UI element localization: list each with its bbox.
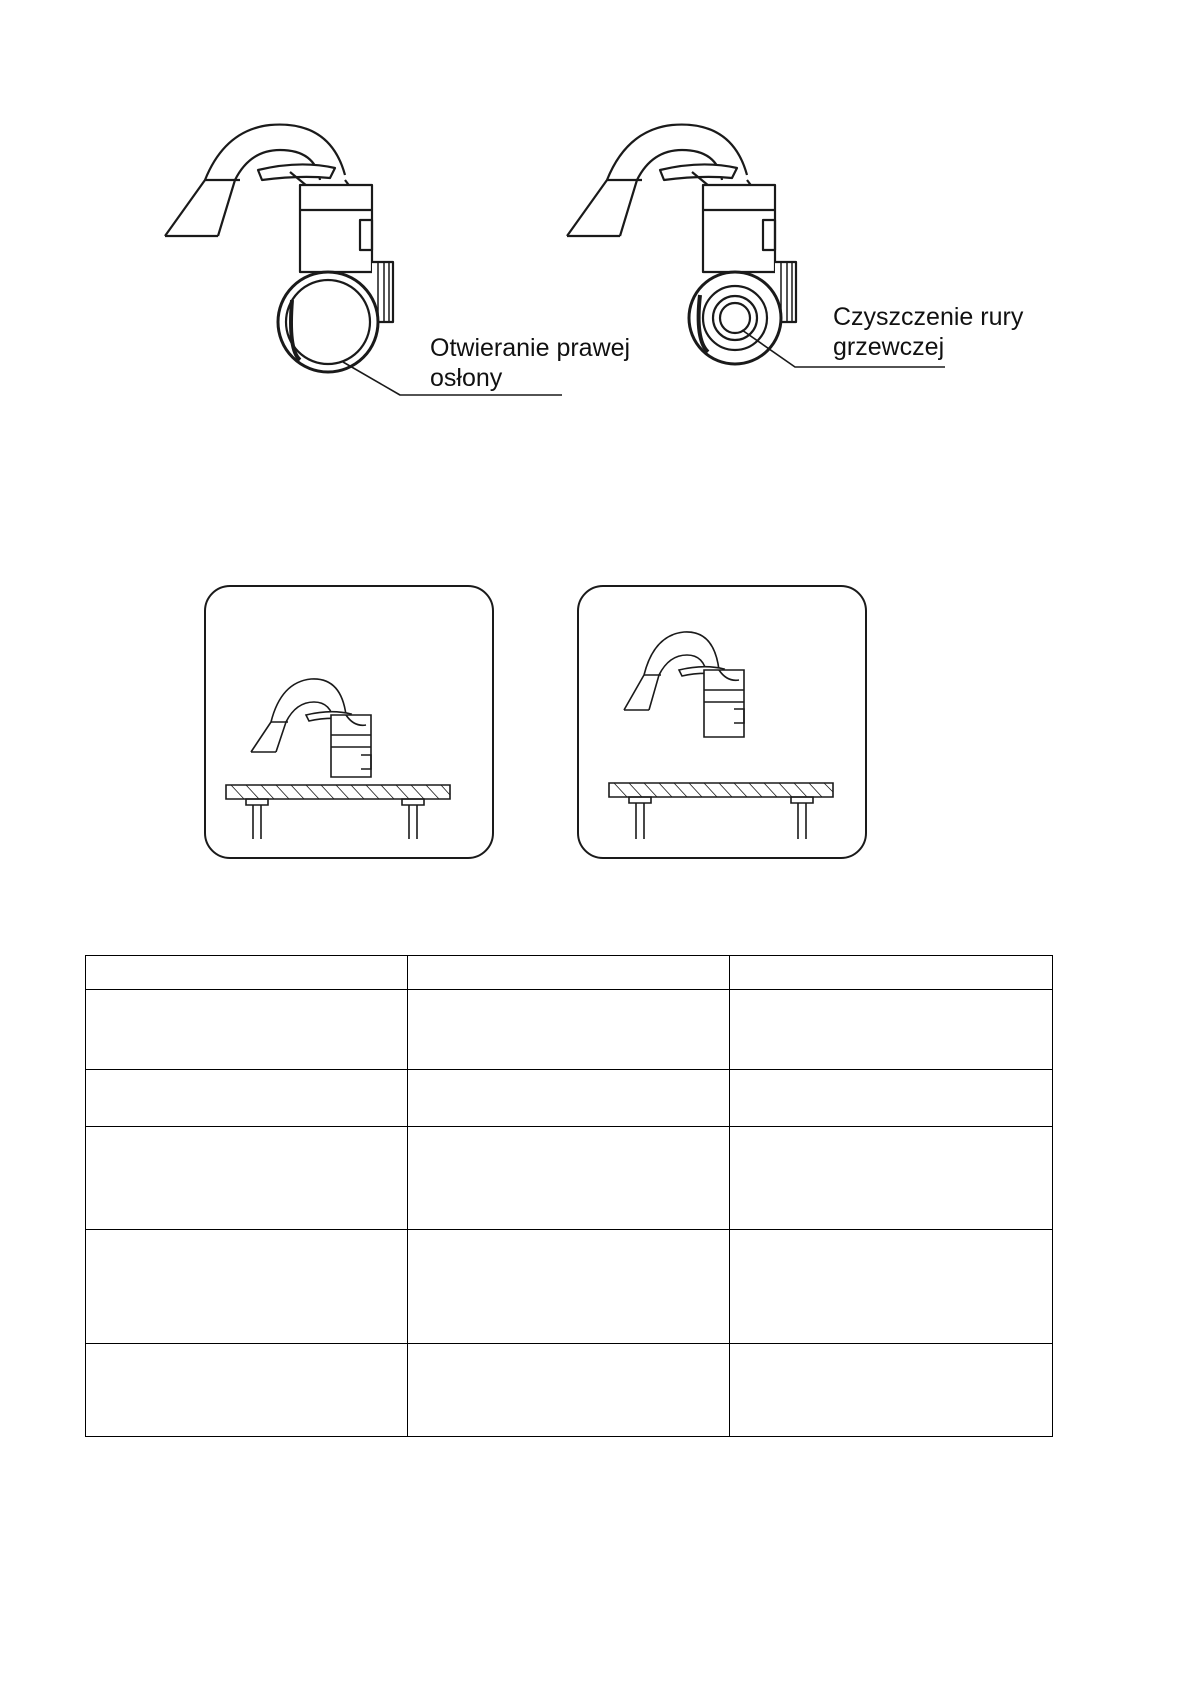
callout-clean-heating-tube-line2: grzewczej <box>833 333 945 361</box>
panel-faucet-on-counter <box>204 585 494 859</box>
table-cell <box>408 990 730 1070</box>
table-row <box>86 1127 1053 1230</box>
table-cell <box>730 1127 1053 1230</box>
table-cell <box>408 1344 730 1437</box>
panel-faucet-raised-drawing <box>579 587 865 857</box>
table-cell <box>408 1127 730 1230</box>
table-header-cell <box>408 956 730 990</box>
table-row <box>86 1344 1053 1437</box>
table-cell <box>86 1230 408 1344</box>
table-row <box>86 1070 1053 1127</box>
table-row <box>86 1230 1053 1344</box>
panel-faucet-raised <box>577 585 867 859</box>
callout-open-right-cover <box>430 333 630 393</box>
table-header-cell <box>730 956 1053 990</box>
table-cell <box>86 1070 408 1127</box>
panel-faucet-on-counter-drawing <box>206 587 492 857</box>
table-cell <box>730 990 1053 1070</box>
table-row <box>86 990 1053 1070</box>
table-cell <box>86 1344 408 1437</box>
callout-clean-heating-tube <box>833 302 1023 362</box>
table-header-cell <box>86 956 408 990</box>
table-cell <box>730 1070 1053 1127</box>
table-cell <box>408 1070 730 1127</box>
table-cell <box>408 1230 730 1344</box>
callout-clean-heating-tube-line1: Czyszczenie rury <box>833 303 1024 331</box>
table-cell <box>86 990 408 1070</box>
callout-open-right-cover-line2: osłony <box>430 364 503 392</box>
table-cell <box>730 1344 1053 1437</box>
callout-open-right-cover-line1: Otwieranie prawej <box>430 334 631 362</box>
empty-table <box>85 955 1053 1437</box>
table-header-row <box>86 956 1053 990</box>
table-cell <box>86 1127 408 1230</box>
table-cell <box>730 1230 1053 1344</box>
